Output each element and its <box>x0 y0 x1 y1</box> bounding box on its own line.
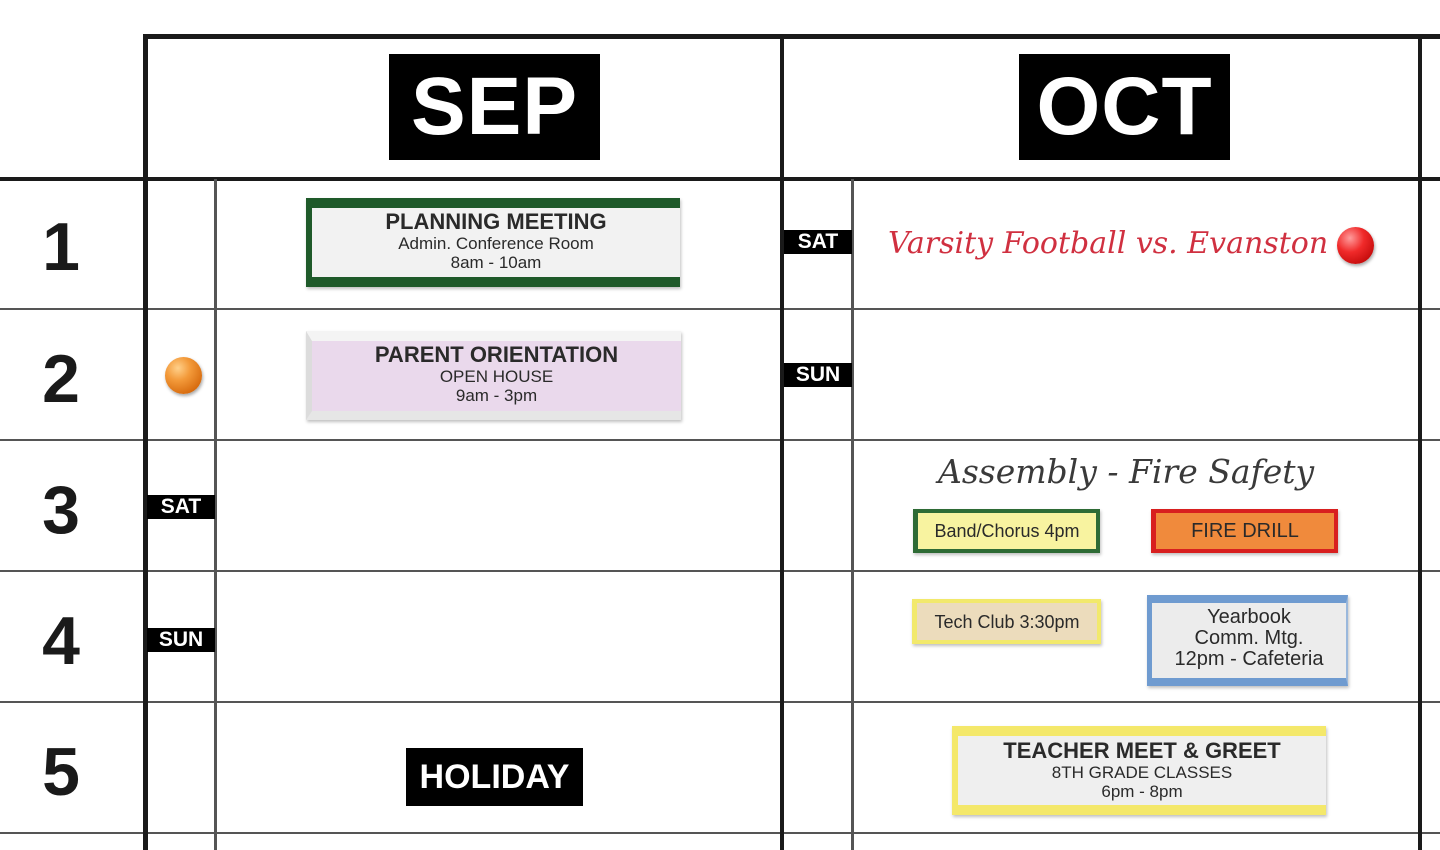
planning-meeting-location: Admin. Conference Room <box>398 234 594 253</box>
teacher-meet-greet-title: TEACHER MEET & GREET <box>1003 738 1281 763</box>
oct-dow-sun: SUN <box>784 363 852 387</box>
assembly-note: Assembly - Fire Safety <box>938 452 1315 491</box>
red-magnet[interactable] <box>1337 227 1374 264</box>
parent-orientation-subtitle: OPEN HOUSE <box>439 367 554 386</box>
day-number-5: 5 <box>42 734 80 810</box>
sep-dow-sun: SUN <box>147 628 215 652</box>
teacher-meet-greet-subtitle: 8TH GRADE CLASSES <box>1051 763 1233 782</box>
fire-drill-label: FIRE DRILL <box>1191 520 1299 542</box>
board-left-border <box>143 34 148 850</box>
day-number-3: 3 <box>42 472 80 548</box>
parent-orientation-plate[interactable] <box>306 331 681 420</box>
board-top-border <box>144 34 1440 39</box>
oct-dow-sat: SAT <box>784 230 852 254</box>
month-label-sep: SEP <box>389 54 600 160</box>
tech-club-plate[interactable] <box>912 599 1101 644</box>
month-label-oct: OCT <box>1019 54 1230 160</box>
planning-meeting-title: PLANNING MEETING <box>385 209 607 234</box>
board-right-border <box>1418 34 1422 850</box>
tech-club-label: Tech Club 3:30pm <box>934 612 1080 632</box>
varsity-football-note: Varsity Football vs. Evanston <box>888 226 1329 261</box>
day-number-1: 1 <box>42 209 80 285</box>
oct-dow-divider <box>851 179 854 850</box>
holiday-label: HOLIDAY <box>406 748 583 806</box>
yearbook-plate[interactable] <box>1147 595 1348 686</box>
day-number-4: 4 <box>42 603 80 679</box>
parent-orientation-title: PARENT ORIENTATION <box>374 342 619 367</box>
orange-magnet[interactable] <box>165 357 202 394</box>
planning-meeting-time: 8am - 10am <box>450 253 542 272</box>
sep-dow-sat: SAT <box>147 495 215 519</box>
teacher-meet-greet-plate[interactable] <box>952 726 1326 815</box>
band-chorus-plate[interactable] <box>913 509 1100 553</box>
fire-drill-plate[interactable] <box>1151 509 1338 553</box>
month-divider <box>780 34 784 850</box>
yearbook-line-2: Comm. Mtg. <box>1194 627 1304 649</box>
band-chorus-label: Band/Chorus 4pm <box>934 521 1080 541</box>
teacher-meet-greet-time: 6pm - 8pm <box>1101 782 1183 801</box>
yearbook-line-1: Yearbook <box>1207 606 1291 628</box>
yearbook-line-3: 12pm - Cafeteria <box>1174 648 1324 670</box>
parent-orientation-time: 9am - 3pm <box>455 386 538 405</box>
planning-meeting-plate[interactable] <box>306 198 680 287</box>
day-number-2: 2 <box>42 341 80 417</box>
